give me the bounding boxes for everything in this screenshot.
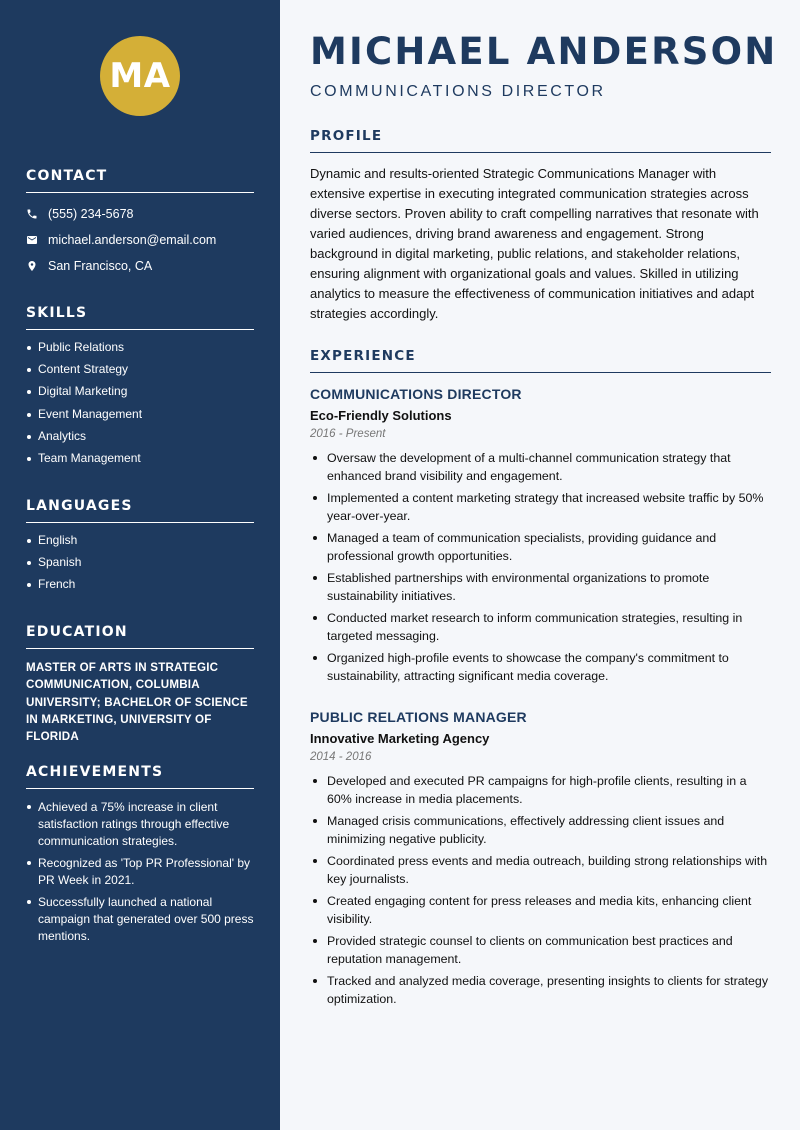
job-bullet: Developed and executed PR campaigns for high-profile clients, resulting in a 60% increase in media placements. — [310, 772, 771, 808]
sidebar — [0, 0, 280, 1130]
job-bullet: Tracked and analyzed media coverage, presenting insights to clients for strategy optimization. — [310, 972, 771, 1008]
job-role: PUBLIC RELATIONS MANAGER — [310, 709, 527, 725]
job-bullets — [310, 449, 771, 685]
phone-icon — [26, 208, 48, 220]
person-name: MICHAEL ANDERSON — [310, 30, 778, 73]
job-bullet: Coordinated press events and media outreach, building strong relationships with key journalists. — [310, 852, 771, 888]
contact-heading: CONTACT — [26, 168, 254, 193]
achievement-item: Successfully launched a national campaign that generated over 500 press mentions. — [26, 894, 254, 945]
skills-heading: SKILLS — [26, 305, 254, 330]
job-bullet: Organized high-profile events to showcase the company's commitment to sustainability, attracting significant media coverage. — [310, 649, 771, 685]
education-heading: EDUCATION — [26, 624, 254, 649]
contact-location — [26, 257, 254, 274]
job-company: Innovative Marketing Agency — [310, 731, 490, 746]
person-title: COMMUNICATIONS DIRECTOR — [310, 83, 606, 100]
job-bullet: Managed crisis communications, effectively addressing client issues and minimizing negative publicity. — [310, 812, 771, 848]
skill-item: Content Strategy — [26, 362, 254, 377]
job-bullets — [310, 772, 771, 1008]
mail-icon — [26, 234, 48, 246]
contact-email — [26, 231, 254, 248]
education-text: MASTER OF ARTS IN STRATEGIC COMMUNICATION, COLUMBIA UNIVERSITY; BACHELOR OF SCIENCE IN MARKETING, UNIVERSITY OF FLORIDA — [26, 661, 248, 744]
location-text: San Francisco, CA — [48, 258, 153, 273]
skill-item: Digital Marketing — [26, 384, 254, 399]
language-item: English — [26, 533, 254, 548]
skill-item: Analytics — [26, 429, 254, 444]
job-entry — [310, 386, 771, 689]
job-dates: 2016 - Present — [310, 428, 386, 440]
languages-heading: LANGUAGES — [26, 498, 254, 523]
achievements-section — [26, 764, 254, 950]
skills-list — [26, 340, 254, 466]
language-item: Spanish — [26, 555, 254, 570]
profile-heading: PROFILE — [310, 128, 771, 153]
language-item: French — [26, 577, 254, 592]
job-bullet: Conducted market research to inform communication strategies, resulting in targeted messaging. — [310, 609, 771, 645]
job-company: Eco-Friendly Solutions — [310, 408, 452, 423]
education-section — [26, 624, 254, 745]
contact-section — [26, 168, 254, 274]
languages-list — [26, 533, 254, 592]
avatar: MA — [100, 36, 180, 116]
location-pin-icon — [26, 260, 48, 272]
skill-item: Team Management — [26, 451, 254, 466]
achievement-item: Achieved a 75% increase in client satisfaction ratings through effective communication strategies. — [26, 799, 254, 850]
job-dates: 2014 - 2016 — [310, 751, 372, 763]
job-bullet: Implemented a content marketing strategy that increased website traffic by 50% year-over-year. — [310, 489, 771, 525]
achievements-list — [26, 799, 254, 945]
job-role: COMMUNICATIONS DIRECTOR — [310, 386, 522, 402]
job-bullet: Established partnerships with environmental organizations to promote sustainability initiatives. — [310, 569, 771, 605]
job-bullet: Oversaw the development of a multi-channel communication strategy that enhanced brand visibility and engagement. — [310, 449, 771, 485]
job-bullet: Managed a team of communication specialists, providing guidance and professional growth opportunities. — [310, 529, 771, 565]
skill-item: Event Management — [26, 407, 254, 422]
languages-section — [26, 498, 254, 600]
experience-heading: EXPERIENCE — [310, 348, 771, 373]
job-entry — [310, 709, 771, 1012]
skill-item: Public Relations — [26, 340, 254, 355]
skills-section — [26, 305, 254, 473]
achievements-heading: ACHIEVEMENTS — [26, 764, 254, 789]
achievement-item: Recognized as 'Top PR Professional' by PR Week in 2021. — [26, 855, 254, 889]
profile-text: Dynamic and results-oriented Strategic Communications Manager with extensive expertise in executing integrated communication strategies across diverse sectors. Proven ability to craft compelling narratives that resonate with varied audiences, driving brand awareness and engagement. Strong background in digital marketing, public relations, and stakeholder relations, ensuring alignment with organizational goals and values. Skilled in utilizing analytics to measure the effectiveness of communication initiatives and adapt strategies accordingly. — [310, 166, 759, 321]
job-bullet: Created engaging content for press releases and media kits, enhancing client visibility. — [310, 892, 771, 928]
email-text: michael.anderson@email.com — [48, 232, 217, 247]
contact-phone — [26, 205, 254, 222]
job-bullet: Provided strategic counsel to clients on communication best practices and reputation management. — [310, 932, 771, 968]
phone-text: (555) 234-5678 — [48, 206, 134, 221]
